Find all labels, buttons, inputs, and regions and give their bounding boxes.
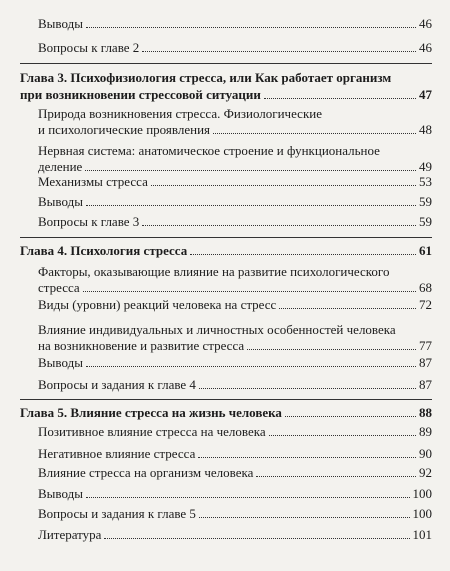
toc-entry xyxy=(38,377,432,393)
entry-title-line2: и психологические проявления xyxy=(38,122,211,137)
dot-leader xyxy=(198,457,416,458)
chapter-title: Глава 5. Влияние стресса на жизнь человека xyxy=(20,405,282,420)
toc-entry xyxy=(38,174,432,190)
entry-title-line1: Влияние индивидуальных и личностных особенностей человека xyxy=(38,322,396,337)
entry-title: Механизмы стресса xyxy=(38,174,148,189)
chapter-title: Глава 4. Психология стресса xyxy=(20,243,188,258)
chapter-title-line2: при возникновении стрессовой ситуации xyxy=(20,87,261,102)
dot-leader xyxy=(199,388,416,389)
entry-page: 53 xyxy=(419,174,432,189)
dot-leader xyxy=(190,254,416,255)
entry-title-line1: Факторы, оказывающие влияние на развитие психологического xyxy=(38,264,390,279)
toc-entry xyxy=(38,16,432,32)
dot-leader xyxy=(142,51,416,52)
dot-leader xyxy=(86,366,416,367)
entry-page: 61 xyxy=(419,243,432,258)
entry-page: 89 xyxy=(419,424,432,439)
entry-title: Выводы xyxy=(38,16,83,31)
entry-page: 46 xyxy=(419,40,432,55)
toc-entry xyxy=(38,264,432,296)
entry-page: 47 xyxy=(419,87,432,102)
dot-leader xyxy=(86,27,416,28)
dot-leader xyxy=(86,497,410,498)
toc-entry xyxy=(38,446,432,462)
entry-page: 59 xyxy=(419,194,432,209)
toc-chapter-entry xyxy=(20,69,432,103)
toc-entry xyxy=(38,322,432,354)
entry-page: 87 xyxy=(419,355,432,370)
toc-chapter-entry xyxy=(20,243,432,259)
toc-entry xyxy=(38,424,432,440)
chapter-separator xyxy=(20,237,432,238)
toc-chapter-entry xyxy=(20,405,432,421)
dot-leader xyxy=(199,517,410,518)
dot-leader xyxy=(85,170,416,171)
entry-title: Виды (уровни) реакций человека на стресс xyxy=(38,297,277,312)
entry-title: Выводы xyxy=(38,355,83,370)
dot-leader xyxy=(151,185,416,186)
dot-leader xyxy=(83,291,416,292)
entry-page: 48 xyxy=(419,122,432,137)
entry-page: 59 xyxy=(419,214,432,229)
entry-page: 72 xyxy=(419,297,432,312)
chapter-title-line1: Глава 3. Психофизиология стресса, или Как работает организм xyxy=(20,70,392,85)
dot-leader xyxy=(104,538,409,539)
dot-leader xyxy=(269,435,416,436)
entry-page: 88 xyxy=(419,405,432,420)
toc-entry xyxy=(38,486,432,502)
entry-title: Вопросы и задания к главе 5 xyxy=(38,506,196,521)
toc-entry xyxy=(38,355,432,371)
entry-page: 46 xyxy=(419,16,432,31)
entry-page: 90 xyxy=(419,446,432,461)
dot-leader xyxy=(142,225,416,226)
entry-title: Выводы xyxy=(38,194,83,209)
entry-page: 92 xyxy=(419,465,432,480)
toc-entry xyxy=(38,40,432,56)
toc-entry xyxy=(38,297,432,313)
dot-leader xyxy=(264,98,416,99)
entry-page: 68 xyxy=(419,280,432,295)
toc-entry xyxy=(38,214,432,230)
entry-page: 87 xyxy=(419,377,432,392)
entry-title: Вопросы к главе 3 xyxy=(38,214,140,229)
dot-leader xyxy=(279,308,416,309)
entry-title: Выводы xyxy=(38,486,83,501)
dot-leader xyxy=(247,349,416,350)
dot-leader xyxy=(256,476,416,477)
toc-entry xyxy=(38,465,432,481)
toc-entry xyxy=(38,506,432,522)
chapter-separator xyxy=(20,399,432,400)
entry-title: Негативное влияние стресса xyxy=(38,446,196,461)
chapter-separator xyxy=(20,63,432,64)
entry-title-line2: стресса xyxy=(38,280,80,295)
entry-title-line1: Нервная система: анатомическое строение и функциональное xyxy=(38,143,380,158)
toc-entry xyxy=(38,106,432,138)
toc-entry xyxy=(38,143,432,175)
entry-title: Влияние стресса на организм человека xyxy=(38,465,254,480)
entry-title-line1: Природа возникновения стресса. Физиологические xyxy=(38,106,322,121)
entry-title-line2: на возникновение и развитие стресса xyxy=(38,338,245,353)
dot-leader xyxy=(86,205,416,206)
entry-title: Позитивное влияние стресса на человека xyxy=(38,424,266,439)
entry-title-line2: деление xyxy=(38,159,83,174)
entry-page: 49 xyxy=(419,159,432,174)
entry-title: Вопросы к главе 2 xyxy=(38,40,140,55)
entry-page: 100 xyxy=(412,506,432,521)
dot-leader xyxy=(213,133,416,134)
toc-entry xyxy=(38,194,432,210)
toc-entry xyxy=(38,527,432,543)
dot-leader xyxy=(285,416,416,417)
entry-title: Вопросы и задания к главе 4 xyxy=(38,377,196,392)
entry-page: 100 xyxy=(412,486,432,501)
entry-title: Литература xyxy=(38,527,102,542)
entry-page: 101 xyxy=(412,527,432,542)
entry-page: 77 xyxy=(419,338,432,353)
